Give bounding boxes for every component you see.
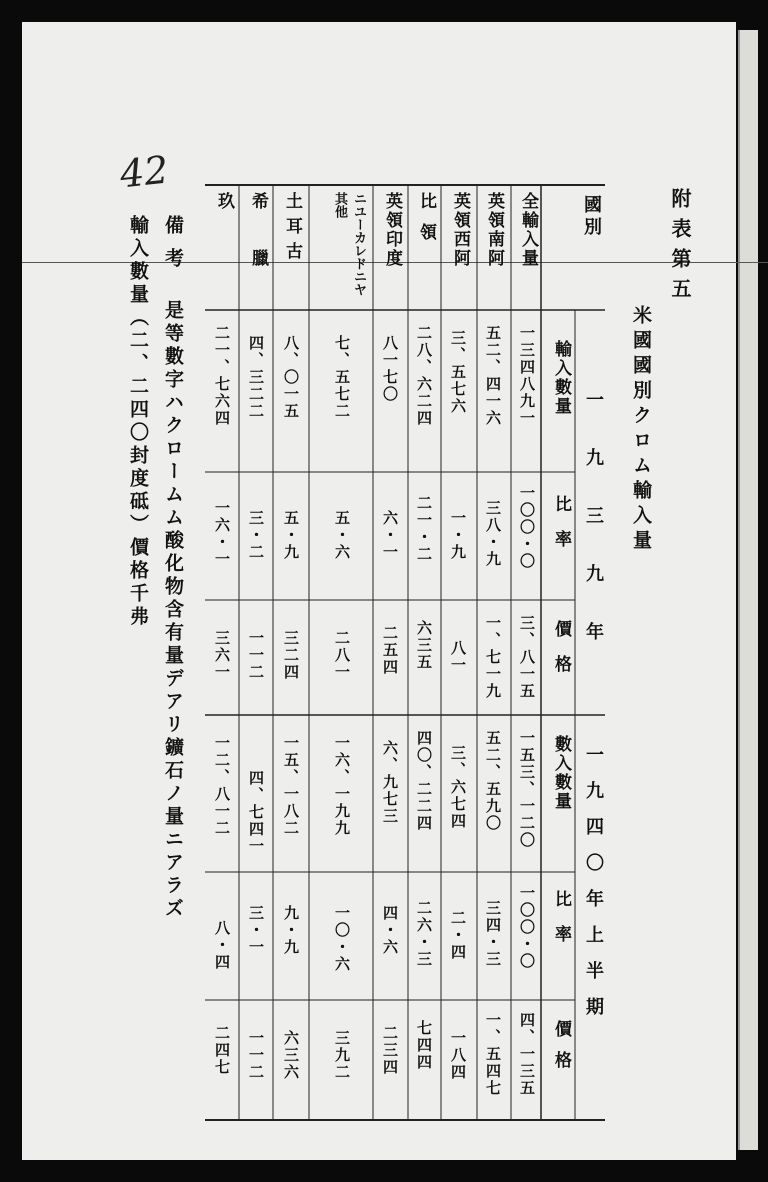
row-country: 英領西阿	[450, 192, 470, 268]
year1-header: 一九三九年	[583, 390, 604, 680]
cell-y2-price: 四、一三五	[518, 1012, 536, 1097]
row-country: 英領印度	[382, 192, 402, 268]
cell-y2-ratio: 四・六	[381, 905, 399, 956]
cell-y2-ratio: 三・一	[247, 905, 265, 956]
notes-label: 備考	[162, 215, 184, 281]
y1-ratio-header: 比率	[551, 495, 571, 565]
cell-y2-price: 一一二	[247, 1030, 265, 1081]
cell-y1-qty: 八、〇一五	[282, 335, 300, 420]
cell-y1-price: 三六一	[213, 630, 231, 681]
cell-y1-qty: 二一、七六四	[213, 325, 231, 427]
cell-y2-qty: 六、九七三	[381, 740, 399, 825]
cell-y1-ratio: 一・九	[449, 510, 467, 561]
cell-y1-price: 六三五	[415, 620, 433, 671]
cell-y2-qty: 一六、一九九	[333, 735, 351, 837]
cell-y2-qty: 一五三、一二〇	[518, 730, 536, 849]
cell-y1-ratio: 三八・九	[484, 500, 502, 568]
cell-y2-price: 一八四	[449, 1030, 467, 1081]
y2-price-header: 價格	[551, 1020, 571, 1082]
y1-qty-header: 輸入數量	[551, 340, 571, 416]
cell-y2-ratio: 九・九	[282, 905, 300, 956]
cell-y1-qty: 三、五七六	[449, 330, 467, 415]
cell-y2-ratio: 二・四	[449, 910, 467, 961]
cell-y1-ratio: 六・一	[381, 510, 399, 561]
year2-header: 一九四〇年上半期	[583, 745, 604, 1033]
row-country: 英領南阿	[484, 192, 504, 268]
cell-y2-qty: 五二、五九〇	[484, 730, 502, 832]
cell-y2-qty: 一五、一八二	[282, 735, 300, 837]
cell-y1-price: 一、七一九	[484, 615, 502, 700]
cell-y1-qty: 五二、四一六	[484, 325, 502, 427]
cell-y1-ratio: 一六・一	[213, 500, 231, 568]
cell-y2-price: 二三四	[381, 1025, 399, 1076]
cell-y2-price: 二四七	[213, 1025, 231, 1076]
cell-y2-ratio: 八・四	[213, 920, 231, 971]
cell-y1-price: 三、八一五	[518, 615, 536, 700]
cell-y1-price: 二八一	[333, 630, 351, 681]
row-country: 全輸入量	[518, 192, 538, 268]
cell-y1-price: 三二四	[282, 630, 300, 681]
cell-y1-qty: 四、三二二	[247, 335, 265, 420]
cell-y1-price: 八一	[449, 640, 467, 674]
row-country: 玖	[214, 192, 234, 211]
country-header: 國別	[581, 195, 602, 239]
cell-y2-qty: 三、六七四	[449, 745, 467, 830]
appendix-label: 附表第五	[668, 188, 692, 308]
cell-y2-ratio: 一〇・六	[333, 905, 351, 973]
cell-y2-ratio: 三四・三	[484, 900, 502, 968]
notes-line-2: 輸入數量（二、二四〇封度砥）價格千弗	[127, 215, 149, 629]
cell-y1-ratio: 五・九	[282, 510, 300, 561]
y2-ratio-header: 比率	[551, 890, 571, 960]
cell-y2-ratio: 二六・三	[415, 900, 433, 968]
row-country: 土耳古	[282, 192, 302, 267]
notes-line-1: 是等數字ハクロームム酸化物含有量デアリ鑛石ノ量ニアラズ	[162, 300, 184, 921]
cell-y1-ratio: 五・六	[333, 510, 351, 561]
row-country: ニユーカレドニヤ其他	[332, 192, 366, 296]
cell-y1-qty: 七、五七二	[333, 335, 351, 420]
cell-y1-ratio: 三・二	[247, 510, 265, 561]
cell-y2-price: 一、五四七	[484, 1012, 502, 1097]
y2-qty-header: 數入數量	[551, 735, 571, 811]
cell-y1-price: 一一二	[247, 630, 265, 681]
cell-y1-price: 二五四	[381, 625, 399, 676]
cell-y2-price: 三九二	[333, 1030, 351, 1081]
cell-y1-ratio: 二一・二	[415, 495, 433, 563]
cell-y2-price: 六三六	[282, 1030, 300, 1081]
cell-y2-qty: 四〇、二二四	[415, 730, 433, 832]
row-country: 希臘	[248, 192, 268, 306]
cell-y2-qty: 四、七四一	[247, 770, 265, 855]
row-country: 比領	[416, 192, 436, 254]
cell-y1-qty: 八一七〇	[381, 335, 399, 403]
cell-y2-ratio: 一〇〇・〇	[518, 885, 536, 970]
table-title: 米國國別クロム輸入量	[630, 305, 652, 555]
cell-y1-qty: 二八、六二四	[415, 325, 433, 427]
handwritten-page-number: 42	[117, 147, 171, 197]
cell-y2-price: 七四四	[415, 1020, 433, 1071]
cell-y1-ratio: 一〇〇・〇	[518, 485, 536, 570]
cell-y2-qty: 一二、八一二	[213, 735, 231, 837]
cell-y1-qty: 一三四八九一	[518, 325, 536, 427]
y1-price-header: 價格	[551, 620, 571, 690]
